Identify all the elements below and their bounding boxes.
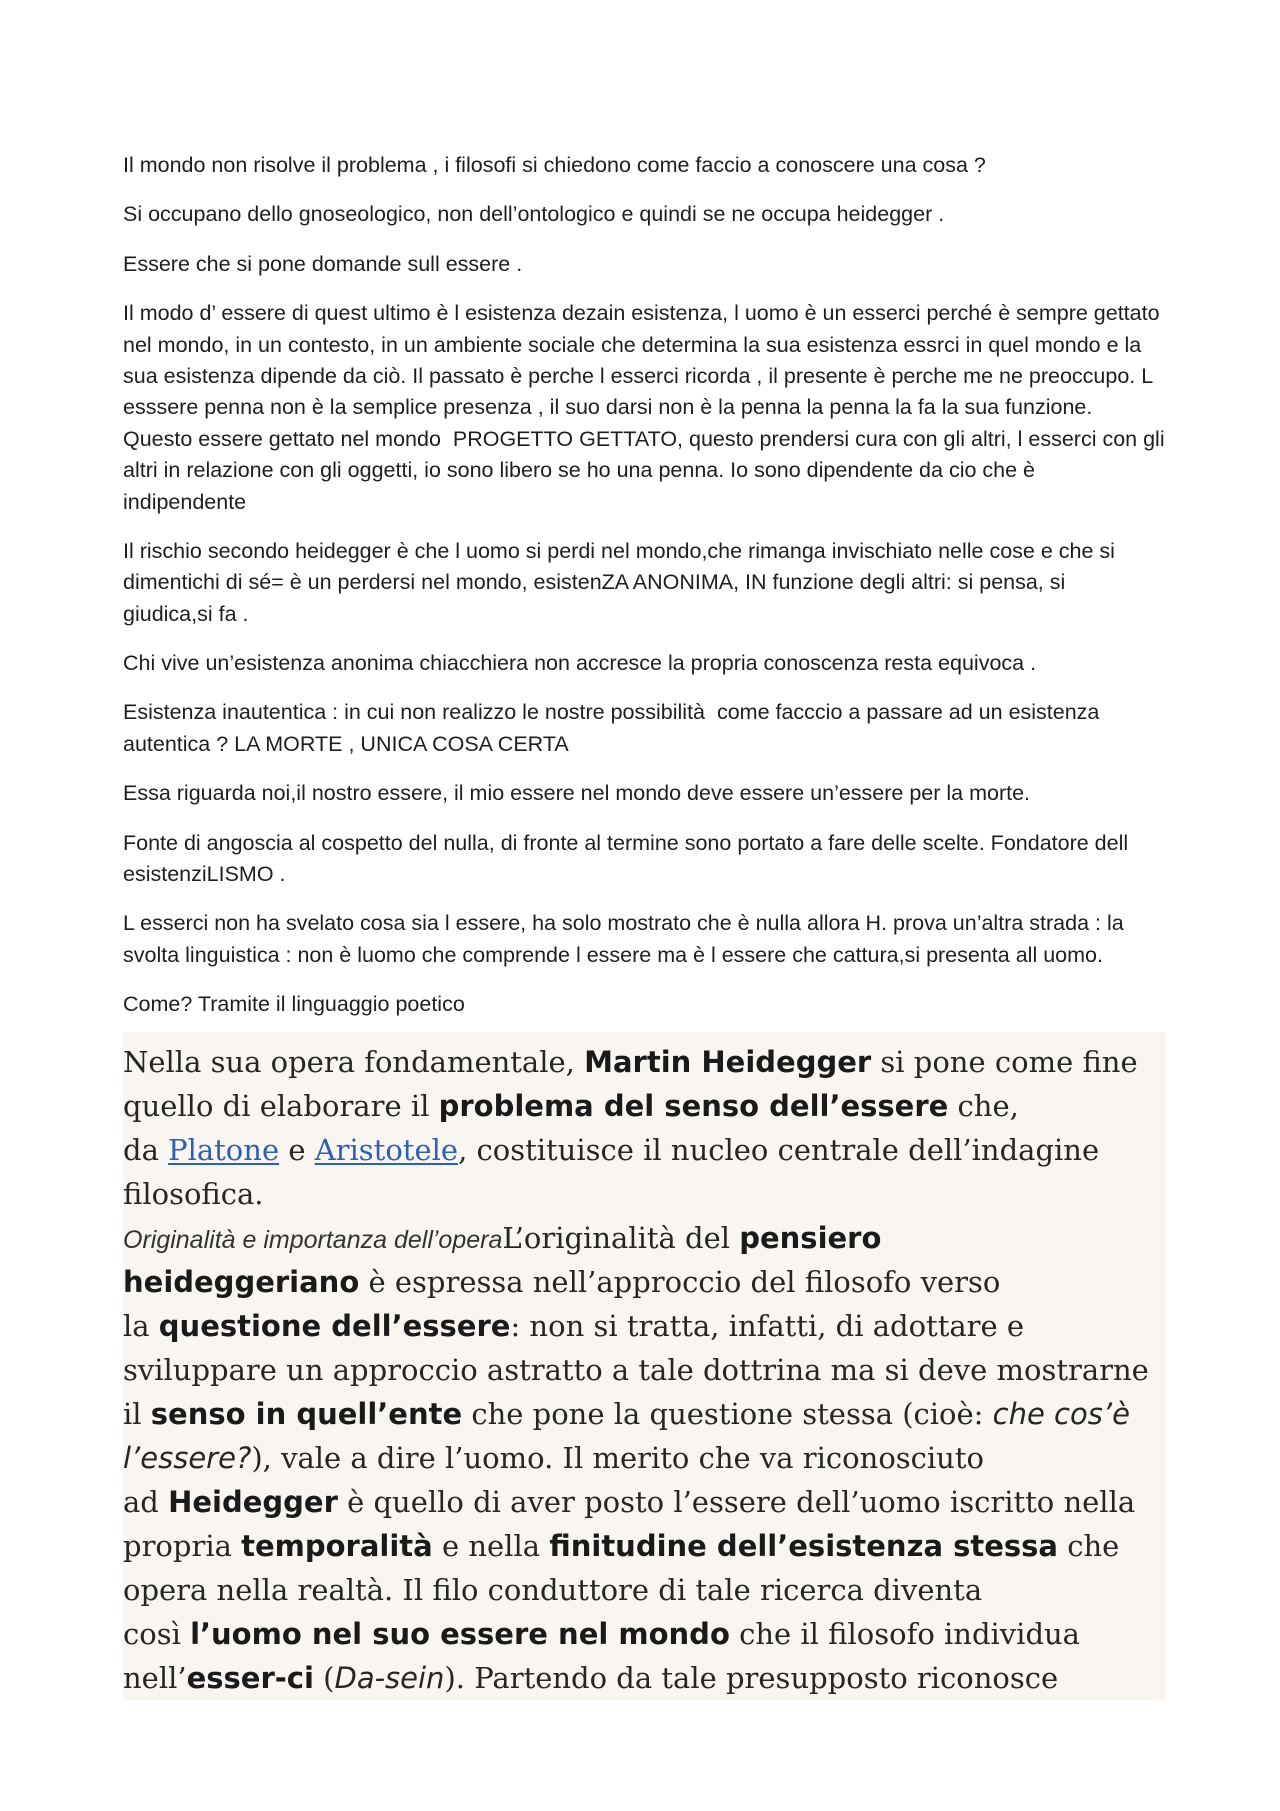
note-paragraph bbox=[123, 150, 1203, 181]
article-line bbox=[123, 1656, 1166, 1700]
article-text: ( bbox=[313, 1661, 335, 1695]
article-text: è quello di aver posto l’essere dell’uomo iscritto nella bbox=[337, 1485, 1136, 1519]
article-text: filosofica. bbox=[123, 1177, 264, 1211]
note-paragraph bbox=[123, 908, 1203, 971]
article-text: opera nella realtà. Il filo conduttore di tale ricerca diventa bbox=[123, 1573, 983, 1607]
note-line: L esserci non ha svelato cosa sia l essere, ha solo mostrato che è nulla allora H. prova un’altra strada : la bbox=[123, 911, 1124, 936]
bold-term-pensiero: pensiero bbox=[739, 1221, 882, 1255]
article-text: che bbox=[1058, 1529, 1120, 1563]
article-line bbox=[123, 1040, 1166, 1084]
article-text: ), vale a dire l’uomo. Il merito che va riconosciuto bbox=[251, 1441, 984, 1475]
note-line: autentica ? LA MORTE , UNICA COSA CERTA bbox=[123, 731, 569, 756]
note-paragraph bbox=[123, 778, 1203, 809]
bold-term-temporalita: temporalità bbox=[241, 1529, 433, 1563]
bold-term-uomo-nel-mondo: l’uomo nel suo essere nel mondo bbox=[190, 1617, 730, 1651]
note-paragraph bbox=[123, 249, 1203, 280]
article-text: L’originalità del bbox=[502, 1221, 740, 1255]
article-text: che, bbox=[948, 1089, 1019, 1123]
note-paragraph bbox=[123, 989, 1203, 1020]
article-text: quello di elaborare il bbox=[123, 1089, 439, 1123]
article-text: ). Partendo da tale presupposto riconosce bbox=[444, 1661, 1059, 1695]
article-line bbox=[123, 1392, 1166, 1436]
article-text: si pone come fine bbox=[871, 1045, 1138, 1079]
article-text: e nella bbox=[432, 1529, 550, 1563]
note-line: Il mondo non risolve il problema , i filosofi si chiedono come faccio a conoscere una cosa ? bbox=[123, 153, 986, 177]
article-line bbox=[123, 1524, 1166, 1568]
link-platone[interactable]: Platone bbox=[168, 1133, 280, 1167]
note-line: giudica,si fa . bbox=[123, 601, 249, 626]
note-line: Il modo d’ essere di quest ultimo è l esistenza dezain esistenza, l uomo è un esserci perché è sempre gettato bbox=[123, 301, 1160, 326]
note-line: Si occupano dello gnoseologico, non dell’ontologico e quindi se ne occupa heidegger . bbox=[123, 202, 945, 227]
note-paragraph bbox=[123, 536, 1203, 630]
bold-term-senso-ente: senso in quell’ente bbox=[150, 1397, 463, 1431]
article-text: e bbox=[279, 1133, 315, 1167]
bold-term-problema-senso-essere: problema del senso dell’essere bbox=[438, 1089, 949, 1123]
notes-section bbox=[123, 150, 1203, 1039]
bold-term-heidegger: Heidegger bbox=[168, 1485, 338, 1519]
article-text: così bbox=[123, 1617, 191, 1651]
note-line: esistenziLISMO . bbox=[123, 862, 286, 887]
article-line bbox=[123, 1480, 1166, 1524]
note-line: esssere penna non è la semplice presenza , il suo darsi non è la penna la penna la fa la sua funzione. bbox=[123, 395, 1093, 420]
article-line bbox=[123, 1348, 1166, 1392]
note-line: nel mondo, in un contesto, in un ambiente sociale che determina la sua esistenza essrci in quel mondo e la bbox=[123, 332, 1142, 357]
note-line: Essere che si pone domande sull essere . bbox=[123, 251, 523, 276]
link-aristotele[interactable]: Aristotele bbox=[314, 1133, 459, 1167]
note-line: sua esistenza dipende da ciò. Il passato è perche l esserci ricorda , il presente è perche me ne preoccupo. L bbox=[123, 363, 1154, 388]
note-line: Questo essere gettato nel mondo PROGETTO GETTATO, questo prendersi cura con gli altri, l esserci con gli bbox=[123, 426, 1165, 451]
article-text: propria bbox=[123, 1529, 242, 1563]
note-line: Fonte di angoscia al cospetto del nulla, di fronte al termine sono portato a fare delle scelte. Fondatore dell bbox=[123, 830, 1129, 855]
article-line bbox=[123, 1568, 1166, 1612]
note-paragraph bbox=[123, 697, 1203, 760]
article-text: , costituisce il nucleo centrale dell’indagine bbox=[458, 1133, 1100, 1167]
article-line bbox=[123, 1612, 1166, 1656]
article-line bbox=[123, 1436, 1166, 1480]
note-line: Essa riguarda noi,il nostro essere, il mio essere nel mondo deve essere un’essere per la morte. bbox=[123, 781, 1031, 806]
note-line: dimentichi di sé= è un perdersi nel mondo, esistenZA ANONIMA, IN funzione degli altri: si pensa, si bbox=[123, 570, 1066, 595]
article-text: ad bbox=[123, 1485, 169, 1519]
note-paragraph bbox=[123, 828, 1203, 891]
note-line: Il rischio secondo heidegger è che l uomo si perdi nel mondo,che rimanga invischiato nelle cose e che si bbox=[123, 538, 1115, 563]
article-text: da bbox=[123, 1133, 169, 1167]
note-line: svolta linguistica : non è luomo che comprende l essere ma è l essere che cattura,si presenta all uomo. bbox=[123, 942, 1103, 967]
bold-term-essere: essere bbox=[402, 1309, 511, 1343]
section-heading-originalita: Originalità e importanza dell’opera bbox=[123, 1226, 503, 1254]
article-line bbox=[123, 1216, 1166, 1260]
note-paragraph bbox=[123, 298, 1203, 518]
pasted-article-excerpt bbox=[123, 1032, 1166, 1700]
bold-term-heideggeriano: heideggeriano bbox=[123, 1265, 360, 1299]
article-text: che il filosofo individua bbox=[729, 1617, 1080, 1651]
article-text: la bbox=[123, 1309, 159, 1343]
note-line: altri in relazione con gli oggetti, io sono libero se ho una penna. Io sono dipendente da cio che è bbox=[123, 458, 1035, 483]
bold-term-questione: questione dell’ bbox=[158, 1309, 403, 1343]
bold-term-martin-heidegger: Martin Heidegger bbox=[584, 1045, 872, 1079]
italic-da-sein: Da-sein bbox=[334, 1661, 445, 1695]
article-line bbox=[123, 1084, 1166, 1128]
bold-term-esser-ci: esser-ci bbox=[186, 1661, 314, 1695]
article-line bbox=[123, 1304, 1166, 1348]
article-text: Nella sua opera fondamentale, bbox=[123, 1045, 585, 1079]
bold-term-finitudine: finitudine dell’esistenza stessa bbox=[549, 1529, 1058, 1563]
article-line bbox=[123, 1128, 1166, 1172]
italic-lessere: l’essere? bbox=[123, 1441, 252, 1475]
article-line bbox=[123, 1260, 1166, 1304]
article-text: il bbox=[123, 1397, 151, 1431]
article-line bbox=[123, 1172, 1166, 1216]
article-text: è espressa nell’approccio del filosofo verso bbox=[359, 1265, 1001, 1299]
article-text: : non si tratta, infatti, di adottare e bbox=[510, 1309, 1025, 1343]
article-text: sviluppare un approccio astratto a tale dottrina ma si deve mostrarne bbox=[123, 1353, 1149, 1387]
article-text: nell’ bbox=[123, 1661, 187, 1695]
article-text: che pone la questione stessa (cioè: bbox=[462, 1397, 993, 1431]
note-line: Come? Tramite il linguaggio poetico bbox=[123, 992, 465, 1017]
note-line: Chi vive un’esistenza anonima chiacchiera non accresce la propria conoscenza resta equivoca . bbox=[123, 651, 1037, 676]
italic-che-cose: che cos’è bbox=[992, 1397, 1130, 1431]
note-line: indipendente bbox=[123, 489, 247, 514]
note-paragraph bbox=[123, 648, 1203, 679]
note-line: Esistenza inautentica : in cui non realizzo le nostre possibilità come facccio a passare ad un esistenza bbox=[123, 700, 1100, 725]
note-paragraph bbox=[123, 199, 1203, 230]
